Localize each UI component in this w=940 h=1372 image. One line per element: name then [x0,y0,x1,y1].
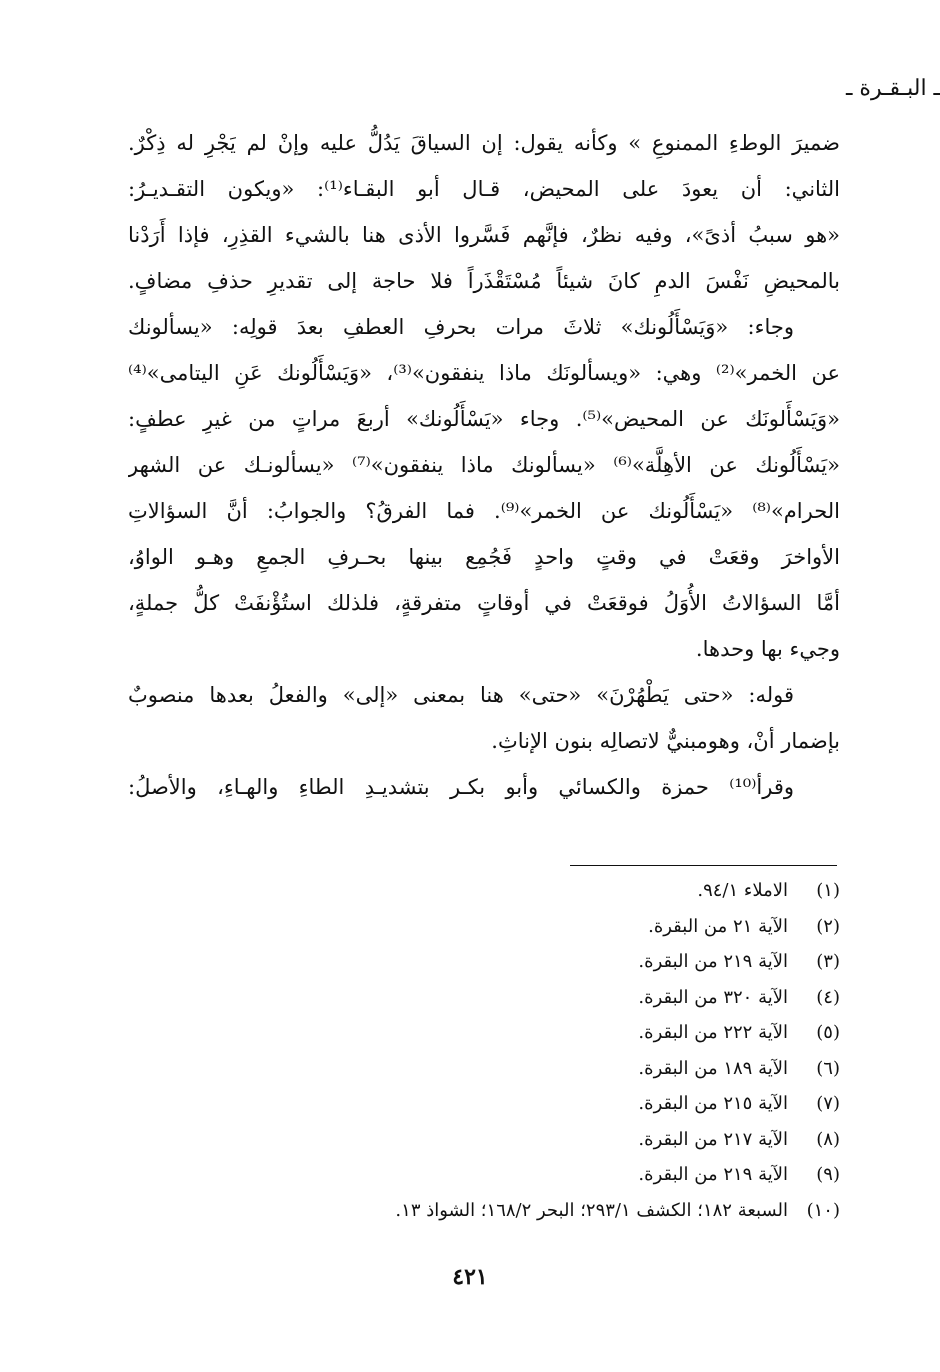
footnote [200,873,840,909]
body-text [128,120,840,810]
paragraph-2 [128,304,840,672]
footnote-number: (٧) [816,1093,840,1114]
footnote [200,1122,840,1158]
footnote-text: الآية ٢١٧ من البقرة. [638,1128,788,1150]
footnote-number: (٨) [816,1128,840,1150]
text-line: ضميرَ الوطءِ الممنوعِ » وكأنه يقول: إن السياقَ يَدُلُّ عليه وإنْ لم يَجْرِ له ذِكْرٌ. [128,131,840,155]
text-line: بالمحيضِ نَفْسَ الدمِ كانَ شيئاً مُسْتَقْذَراً فلا حاجة إلى تقديرِ حذفِ مضافٍ. [128,269,840,293]
footnote-text: الاملاء ٩٤/١. [697,880,788,901]
footnote-text: الآية ٢١ من البقرة. [648,915,788,937]
text-line: «يَسْأَلُونك عن الأهِلَّة»⁽⁶⁾ «يسألونك ماذا ينفقون»⁽⁷⁾ «يسألونـك عن الشهر [128,453,840,477]
page-number: ٤٢١ [452,1264,488,1290]
footnote-text: الآية ٢١٩ من البقرة. [638,1164,788,1185]
text-line: الحرام»⁽⁸⁾ «يَسْأَلُونك عن الخمر»⁽⁹⁾. فما الفرقُ؟ والجوابُ: أنَّ السؤالاتِ [128,499,840,523]
footnote-separator [570,865,837,866]
footnote [200,944,840,980]
text-line: قوله: «حتى يَطْهُرْنَ» «حتى» هنا بمعنى «إلى» والفعلُ بعدها منصوبٌ [128,683,794,707]
text-line: وقرأ⁽¹⁰⁾ حمزة والكسائي وأبو بكـر بتشديـدِ الطاءِ والهـاءِ، والأصلُ: [128,775,794,799]
footnotes [200,873,840,1228]
footnote-number: (٦) [816,1057,840,1079]
footnote-text: الآية ٢٢٢ من البقرة. [638,1022,788,1043]
footnote-text: الآية ٢١٩ من البقرة. [638,951,788,972]
footnote-number: (٥) [816,1022,840,1043]
text-line: عن الخمر»⁽²⁾ وهي: «ويسألونَك ماذا ينفقون»⁽³⁾، «وَيَسْأَلُونك عَنِ اليتامى»⁽⁴⁾ [128,361,840,385]
text-line: بإضمار أنْ، وهومبنيٌّ لاتصالِه بنون الإناثِ. [491,729,840,753]
footnote-text: الآية ١٨٩ من البقرة. [638,1057,788,1079]
footnote-number: (٢) [816,915,840,937]
text-line: الثاني: أن يعودَ على المحيض، قـال أبو البقـاء⁽¹⁾: «ويكون التقـديـرُ: [128,177,840,201]
text-line: «هو سببُ أذىً»، وفيه نظرٌ، فإنَّهم فَسَّروا الأذى هنا بالشيء القذِرِ، فإذا أَرَدْنا [128,223,840,247]
footnote [200,980,840,1016]
footnote-number: (١٠) [806,1199,840,1221]
paragraph-3 [128,672,840,764]
footnote [200,1193,840,1229]
footnote-number: (٣) [816,951,840,972]
footnote-text: السبعة ١٨٢؛ الكشف ٢٩٣/١؛ البحر ١٦٨/٢؛ الشواذ ١٣. [395,1199,788,1221]
paragraph-4 [128,764,840,810]
footnote [200,1086,840,1122]
text-line: وجاء: «وَيَسْأَلُونك» ثلاثَ مرات بحرفِ العطفِ بعدَ قولِه: «يسألونك [128,315,794,339]
footnote [200,909,840,945]
text-line: أمَّا السؤالاتُ الأُوَلُ فوقعَتْ في أوقاتٍ متفرقةٍ، فلذلك استُؤْنفَتْ كلُّ جملةٍ، [128,591,840,615]
text-line: الأواخرَ وقعَتْ في وقتٍ واحدٍ فَجُمِع بينها بحـرفِ الجمعِ وهـو الواوُ، [128,545,840,569]
text-line: «وَيَسْأَلونَك عن المحيض»⁽⁵⁾. وجاء «يَسْأَلُونك» أربعَ مراتٍ من غيرِ عطفٍ: [128,407,840,431]
footnote-number: (١) [816,880,840,901]
text-line: وجيء بها وحدها. [695,637,840,661]
footnote-number: (٤) [816,986,840,1008]
running-head: ـ البـقـرة ـ [845,76,940,101]
footnote [200,1051,840,1087]
footnote-text: الآية ٢١٥ من البقرة. [638,1093,788,1114]
footnote [200,1015,840,1051]
footnote-text: الآية ٣٢٠ من البقرة. [638,986,788,1008]
footnote [200,1157,840,1193]
paragraph-1 [128,120,840,304]
footnote-number: (٩) [816,1164,840,1185]
